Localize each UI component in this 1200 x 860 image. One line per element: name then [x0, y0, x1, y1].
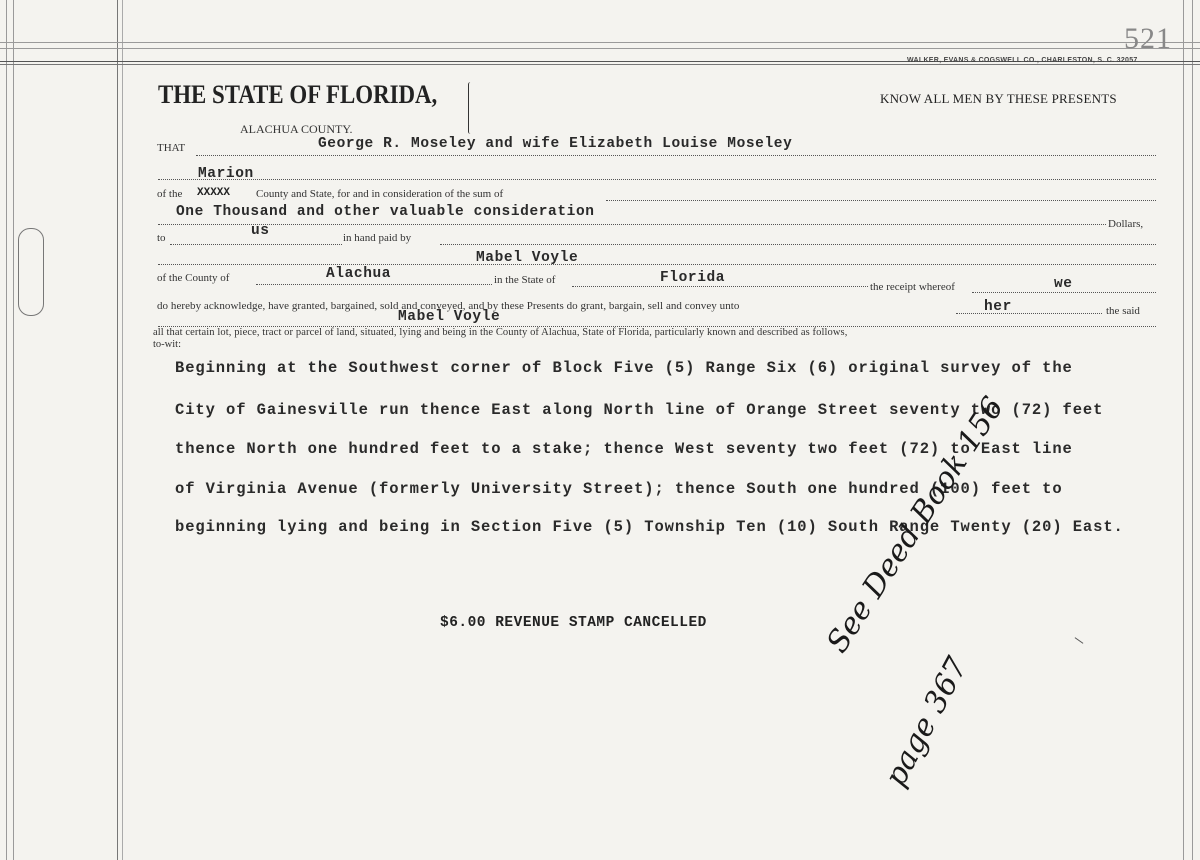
description-line: thence North one hundred feet to a stake; thence West seventy two feet (72) to East line	[175, 440, 1073, 458]
unto-line	[956, 313, 1102, 314]
to-line	[170, 244, 342, 245]
sum-line	[606, 200, 1156, 201]
state-of-line	[572, 286, 868, 287]
county-heading: ALACHUA COUNTY.	[240, 122, 353, 136]
grantors: George R. Moseley and wife Elizabeth Louise Moseley	[318, 136, 793, 152]
description-line: Beginning at the Southwest corner of Block Five (5) Range Six (6) original survey of the	[175, 359, 1073, 377]
grantee-line	[158, 264, 1156, 265]
paid-to: us	[251, 223, 270, 239]
description-line: beginning lying and being in Section Five (5) Township Ten (10) South Range Twenty (20) East.	[175, 518, 1124, 536]
paid-by-line	[440, 244, 1156, 245]
land-clause: all that certain lot, piece, tract or parcel of land, situated, lying and being in the County of Alachua, State of Florida, particularly known and described as follows,	[153, 327, 848, 338]
know-all-men: KNOW ALL MEN BY THESE PRESENTS	[880, 91, 1117, 106]
ledger-rule-left-inner	[13, 0, 14, 860]
margin-rule-left-2	[122, 0, 123, 860]
in-state-label: in the State of	[494, 274, 556, 286]
receipt-line	[972, 292, 1156, 293]
top-rule-2	[0, 48, 1200, 49]
margin-rule-right-2	[1192, 0, 1193, 860]
the-said-label: the said	[1106, 305, 1140, 317]
in-hand-paid-by-label: in hand paid by	[343, 232, 412, 244]
said-grantee: Mabel Voyle	[398, 309, 501, 325]
to-label: to	[157, 232, 166, 244]
grantee-county: Alachua	[326, 266, 392, 282]
stray-mark	[1075, 637, 1084, 644]
grantee-state: Florida	[660, 270, 726, 286]
revenue-stamp-note: $6.00 REVENUE STAMP CANCELLED	[440, 615, 707, 631]
conveyance-clause: do hereby acknowledge, have granted, bargained, sold and conveyed, and by these Presents do grant, bargain, sell and convey unto	[157, 300, 740, 312]
description-line: City of Gainesville run thence East along North line of Orange Street seventy two (72) feet	[175, 401, 1104, 419]
consideration-amount: One Thousand and other valuable consideration	[176, 204, 595, 220]
description-line: of Virginia Avenue (formerly University Street); thence South one hundred (100) feet to	[175, 480, 1063, 498]
handwritten-note-line-2: page 367	[878, 651, 976, 793]
that-label: THAT	[157, 142, 186, 154]
amount-line	[158, 224, 1106, 225]
that-line	[196, 155, 1156, 156]
to-wit-label: to-wit:	[153, 339, 181, 350]
consideration-label: County and State, for and in consideration of the sum of	[256, 188, 504, 200]
receipt-by: we	[1054, 276, 1073, 292]
page-number: 521	[1124, 22, 1172, 55]
printer-imprint: WALKER, EVANS & COGSWELL CO., CHARLESTON, S. C. 32057	[907, 57, 1138, 64]
county-of-line	[256, 284, 492, 285]
top-rule-1	[0, 42, 1200, 43]
brace-mark	[468, 82, 473, 134]
grantor-county: Marion	[198, 166, 254, 182]
receipt-whereof-label: the receipt whereof	[870, 281, 955, 293]
of-county-label: of the County of	[157, 272, 230, 284]
handwritten-note-line-1: See Deed Book 156	[820, 390, 1012, 660]
dollars-label: Dollars,	[1108, 218, 1144, 230]
state-heading: THE STATE OF FLORIDA,	[158, 80, 438, 109]
margin-rule-right	[1183, 0, 1184, 860]
ledger-rule-left-outer	[6, 0, 7, 860]
margin-rule-left	[117, 0, 118, 860]
convey-unto: her	[984, 299, 1012, 315]
binder-hole	[18, 228, 44, 316]
top-rule-4	[0, 64, 1200, 65]
county-line	[158, 179, 1156, 180]
struck-county: XXXXX	[197, 187, 231, 199]
of-the-label: of the	[157, 188, 183, 200]
grantee-name: Mabel Voyle	[476, 250, 579, 266]
